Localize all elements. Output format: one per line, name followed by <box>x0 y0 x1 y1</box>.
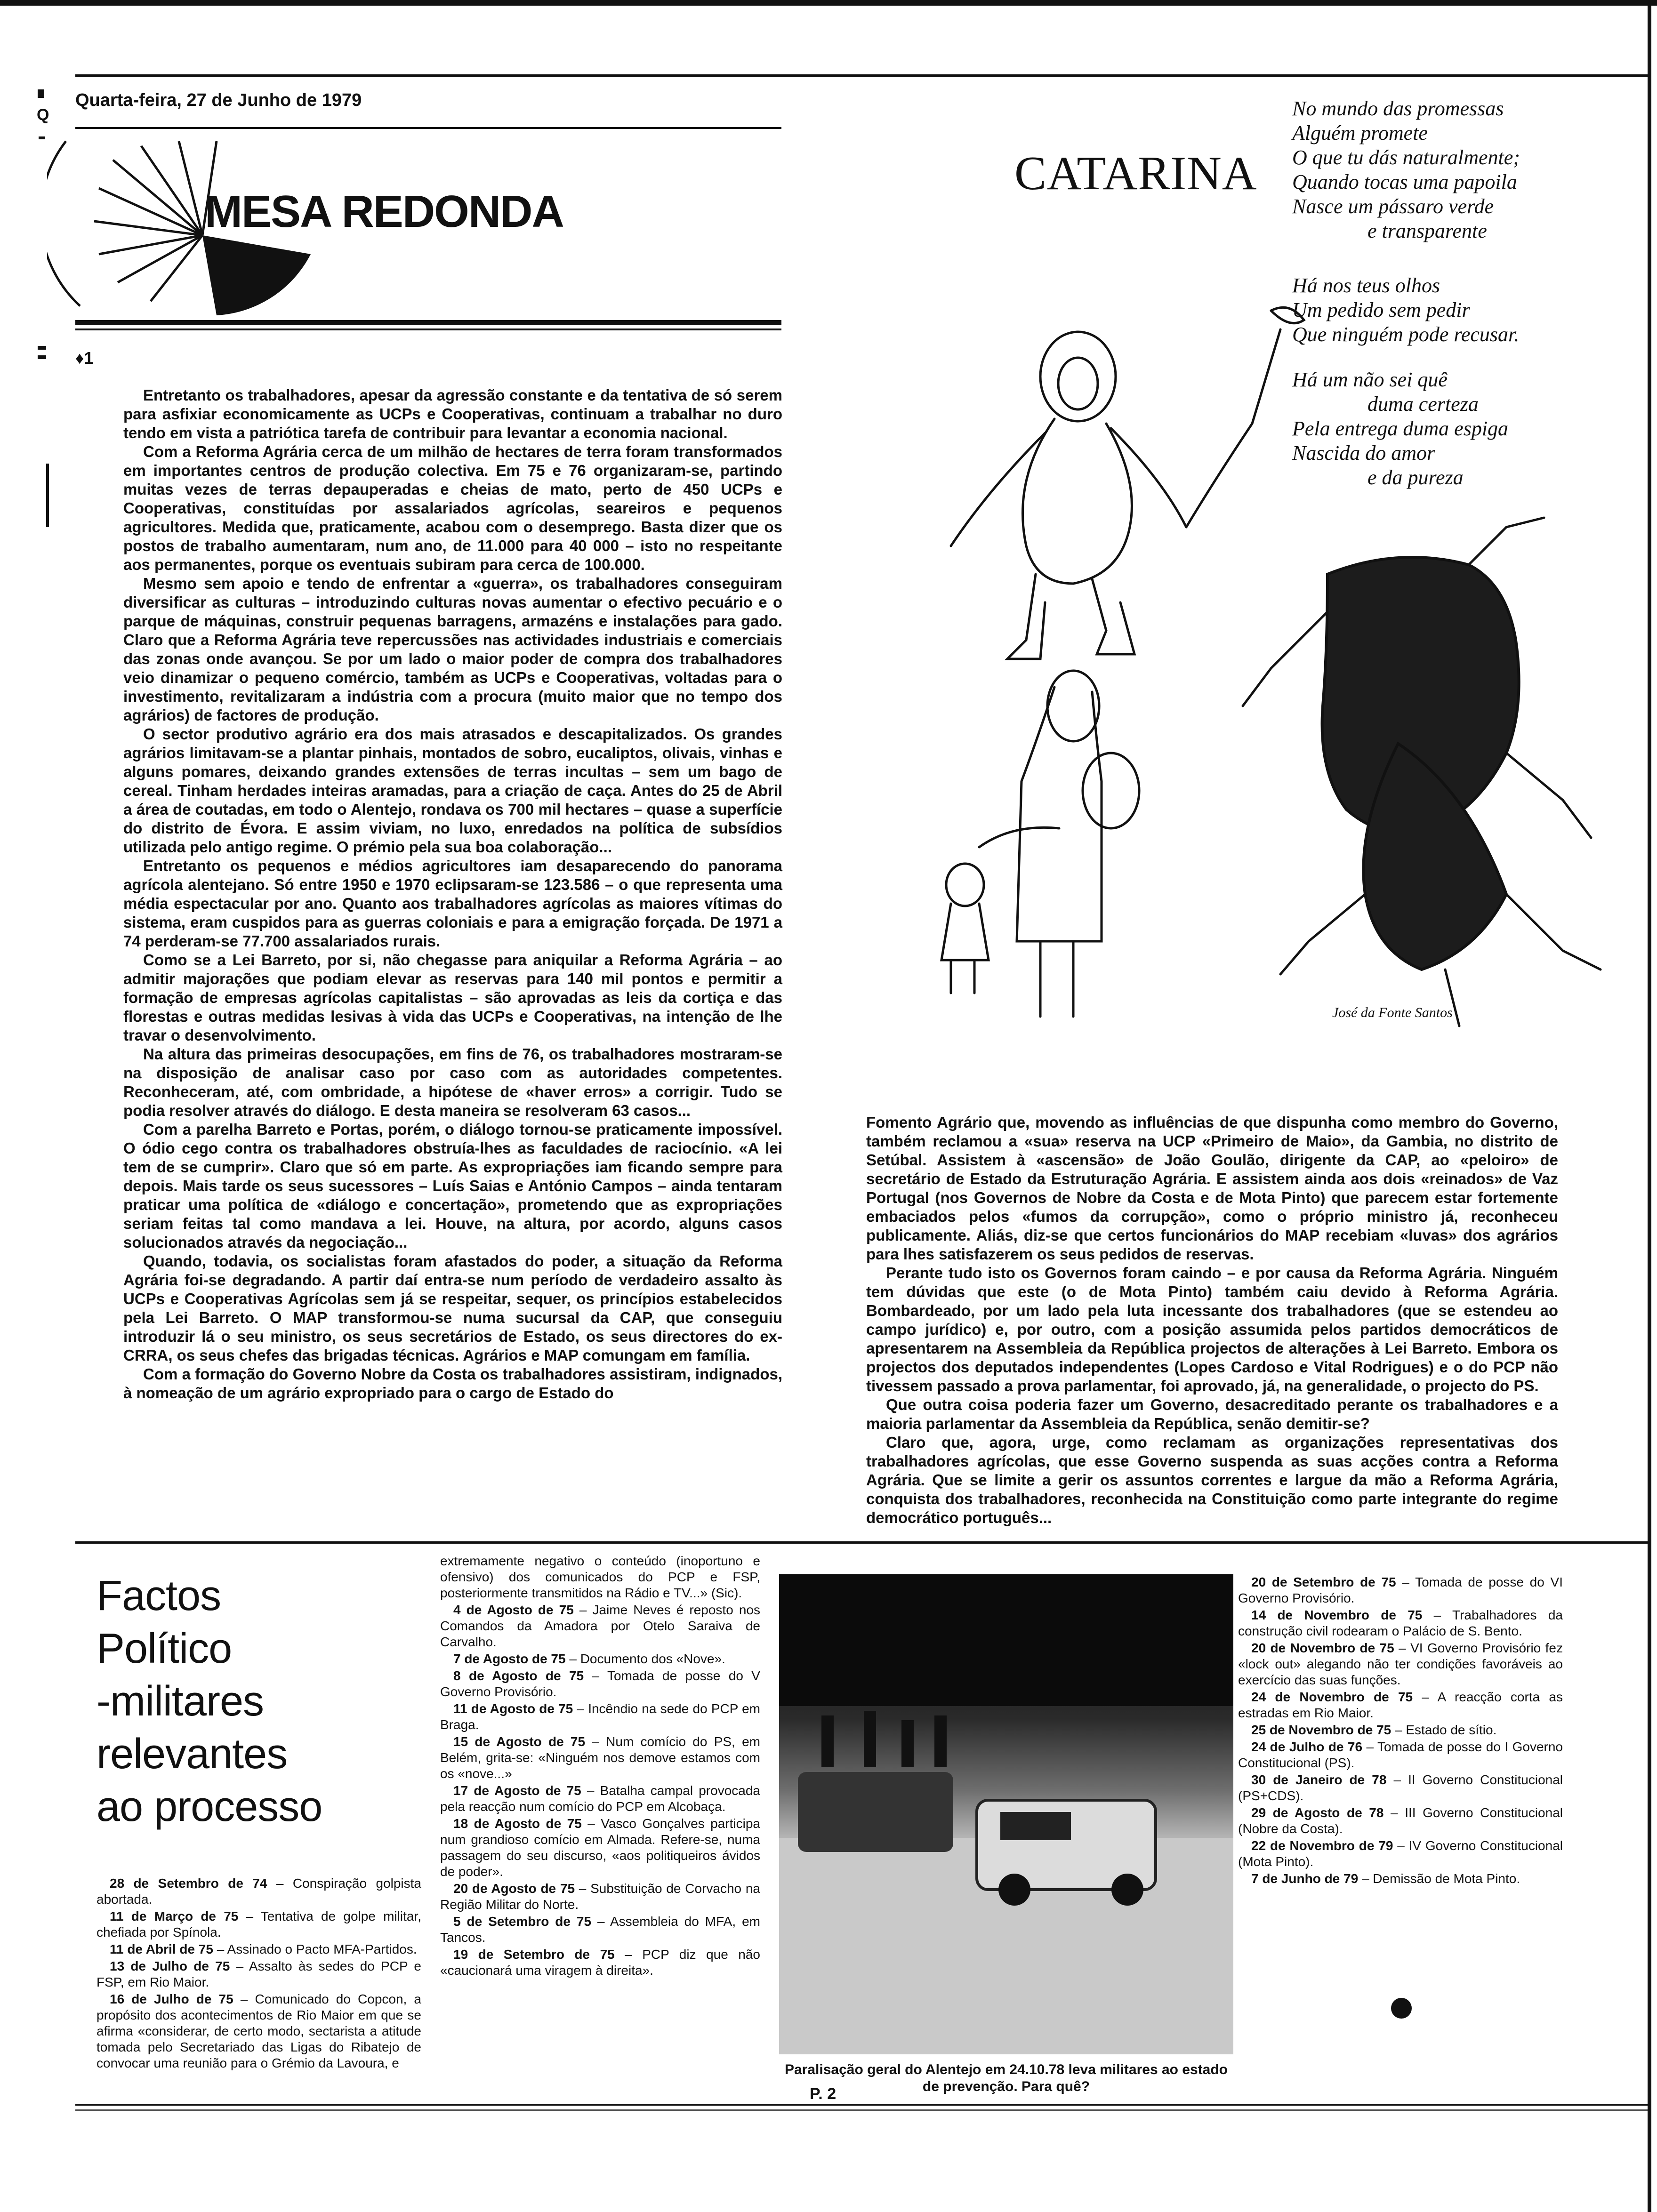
fact-text: – Num comício do PS, em Belém, grita-se: «Ninguém nos demove estamos com os «nove...» <box>440 1734 760 1781</box>
fact-text: – III Governo Constitucional (Nobre da Costa). <box>1238 1805 1563 1836</box>
fact-date: 28 de Setembro de 74 <box>110 1876 267 1891</box>
facts-title-line: Factos <box>97 1572 221 1619</box>
photo-car-window <box>1000 1812 1071 1840</box>
top-border <box>0 0 1657 6</box>
figure-horses <box>1322 557 1519 970</box>
fact-entry <box>1238 1805 1563 1837</box>
fact-date: 13 de Julho de 75 <box>110 1959 230 1973</box>
poem-line: No mundo das promessas <box>1292 97 1504 120</box>
fact-entry <box>1238 1838 1563 1870</box>
fact-date: 4 de Agosto de 75 <box>453 1603 574 1617</box>
fact-text: – Batalha campal provocada pela reacção num comício do PCP em Alcobaça. <box>440 1783 760 1814</box>
poem-line: Pela entrega duma espiga <box>1292 417 1509 440</box>
fact-entry <box>1238 1871 1563 1887</box>
article-paragraph: Com a Reforma Agrária cerca de um milhão de hectares de terra foram transformados em importantes centros de produção colectiva. Em 75 e 76 organizaram-se, partindo muitas vezes de terras depauperadas e cheias de mato, perto de 450 UCPs e Cooperativas, constituídas por assalariados agrícolas, seareiros e pequenos agricultores. Medida que, praticamente, acabou com o desemprego. Basta dizer que os postos de trabalho aumentaram, num ano, de 11.000 para 40 000 – isto no respeitante aos permanentes, porque os eventuais subiram para cerca de 100.000. <box>123 443 782 573</box>
article-paragraph: Mesmo sem apoio e tendo de enfrentar a «guerra», os trabalhadores conseguiram diversificar as culturas – introduzindo culturas novas aumentar o efectivo pecuário e o parque de máquinas, construir pequenas barragens, armazéns e instalações para gado. Claro que a Reforma Agrária teve repercussões nas actividades industriais e comerciais das zonas onde avançou. Se por um lado o maior poder de compra dos trabalhadores veio dinamizar o pequeno comércio, também as UCPs e Cooperativas, voltadas para o investimento, revitalizaram a indústria com a procura (muito maior que no tempo dos agrários) de factores de produção. <box>123 575 782 724</box>
fact-entry <box>1238 1689 1563 1721</box>
fact-date: 7 de Agosto de 75 <box>453 1651 566 1666</box>
facts-title-line: Político <box>97 1625 232 1672</box>
margin-mark <box>39 136 45 139</box>
article-paragraph: O sector produtivo agrário era dos mais atrasados e descapitalizados. Os grandes agrários limitavam-se a plantar pinhais, montados de sobro, eucaliptos, olivais, vinhas e alguns pomares, deixando grandes extensões de terras incultas – sem um bago de cereal. Tinham herdades inteiras aramadas, para a criação de caça. Antes do 25 de Abril a área de coutadas, em todo o Alentejo, rondava os 700 mil hectares – quase a superfície do distrito de Évora. E assim viviam, no luxo, enredados na política de subsídios utilizada pelo antigo regime. O prémio pela sua boa colaboração... <box>123 725 782 856</box>
article-paragraph: Com a parelha Barreto e Portas, porém, o diálogo tornou-se praticamente impossível. O ódio cego contra os trabalhadores obstruía-lhes as faculdades de raciocínio. «A lei tem de se cumprir». Claro que só em parte. As expropriações iam ficando sempre para depois. Mais tarde os seus sucessores – Luís Saias e António Campos – ainda tentaram praticar uma política de «diálogo e concertação», prometendo que as expropriações seriam feitas tal como mandava a lei. Houve, na altura, por acordo, alguns casos solucionados através da negociação... <box>123 1121 782 1251</box>
poem-line: e da pureza <box>1367 466 1464 489</box>
fact-date: 5 de Setembro de 75 <box>453 1914 592 1929</box>
fact-entry <box>440 1783 760 1815</box>
right-border <box>1648 0 1651 2212</box>
section-rule <box>75 329 781 330</box>
poem-title: CATARINA <box>1014 147 1257 200</box>
fact-entry <box>1238 1722 1563 1738</box>
masthead-rule <box>75 74 1648 77</box>
article-paragraph: Perante tudo isto os Governos foram caindo – e por causa da Reforma Agrária. Ninguém tem dúvidas que este (o de Mota Pinto) também caiu devido à Reforma Agrária. Bombardeado, por um lado pela luta incessante dos trabalhadores (que se estendeu ao campo jurídico) e, por outro, com a posição assumida pelos partidos democráticos de apresentarem na Assembleia da República projectos de alterações à Lei Barreto. Embora os projectos dos deputados independentes (Lopes Cardoso e Vital Rodrigues) e o do PCP não tivessem passado a prova parlamentar, foi aprovado, já, na generalidade, o projecto do PS. <box>866 1264 1558 1395</box>
fact-date: 16 de Julho de 75 <box>110 1992 233 2006</box>
fact-date: 7 de Junho de 79 <box>1251 1871 1359 1886</box>
fact-entry <box>440 1914 760 1946</box>
logo-rays <box>94 141 217 301</box>
section-rule <box>75 320 781 325</box>
facts-title-line: relevantes <box>97 1731 288 1778</box>
fact-entry <box>440 1701 760 1733</box>
fact-text: – Tomada de posse do VI Governo Provisório. <box>1238 1575 1563 1605</box>
fact-text: – Comunicado do Copcon, a propósito dos acontecimentos de Rio Maior em que se afirma «considerar, de certo modo, sectarista a atitude tomada pelo Secretariado das Ligas do Ribatejo de convocar uma reunião para o Grémio da Lavoura, e <box>97 1992 421 2070</box>
fact-date: 11 de Agosto de 75 <box>453 1701 573 1716</box>
fact-text: – Tentativa de golpe militar, chefiada por Spínola. <box>97 1909 421 1940</box>
article-paragraph: Fomento Agrário que, movendo as influências de que dispunha como membro do Governo, também reclamou a «sua» reserva na UCP «Primeiro de Maio», da Gambia, no distrito de Setúbal. Assistem à «ascensão» de João Goulão, dirigente da CAP, ao «peloiro» de secretário de Estado da Estruturação Agrária. E assistem ainda aos dois «reinados» de Vaz Portugal (nos Governos de Nobre da Costa e de Mota Pinto) que parecem estar fortemente embaciados pelos «fumos da corrupção», como o próprio ministro já, reconheceu publicamente. Aliás, diz-se que certos funcionários do MAP recebiam «luvas» dos agrários para lhes satisfazerem os seus pedidos de reservas. <box>866 1114 1558 1263</box>
photo-armored-vehicle <box>798 1772 953 1852</box>
article-paragraph: Claro que, agora, urge, como reclamam as organizações representativas dos trabalhadores agrícolas, que esse Governo suspenda as suas acções contra a Reforma Agrária. Que se limite a gerir os assuntos correntes e largue da mão a Reforma Agrária, conquista dos trabalhadores, reconhecida na Constituição como parte integrante do regime democrático português... <box>866 1434 1558 1526</box>
fact-text: – Demissão de Mota Pinto. <box>1358 1871 1520 1886</box>
poem-line: Nasce um pássaro verde <box>1292 195 1494 218</box>
facts-column-1 <box>97 1875 421 2072</box>
poem-line: Quando tocas uma papoila <box>1292 170 1517 193</box>
illustration-signature: José da Fonte Santos <box>1332 1005 1453 1020</box>
footer-rule <box>75 2104 1648 2106</box>
fact-entry <box>440 1651 760 1667</box>
fact-entry <box>440 1947 760 1979</box>
margin-mark <box>46 464 49 527</box>
fact-text: – Tomada de posse do V Governo Provisório. <box>440 1668 760 1699</box>
article-paragraph: Com a formação do Governo Nobre da Costa os trabalhadores assistiram, indignados, à nomeação de um agrário expropriado para o cargo de Estado do <box>123 1365 782 1402</box>
fact-date: 20 de Setembro de 75 <box>1251 1575 1396 1589</box>
article-paragraph: Que outra coisa poderia fazer um Governo, desacreditado perante os trabalhadores e a maioria parlamentar da Assembleia da República, senão demitir-se? <box>866 1396 1558 1432</box>
fact-text: – Vasco Gonçalves participa num grandioso comício em Almada. Refere-se, numa passagem do seu discurso, «aos politiqueiros ávidos de poder». <box>440 1816 760 1879</box>
section-number: ♦1 <box>75 348 94 368</box>
facts-title <box>97 1570 322 1833</box>
figure-mother <box>979 671 1139 1017</box>
fact-text: – Assinado o Pacto MFA-Partidos. <box>213 1942 417 1956</box>
fact-date: 22 de Novembro de 79 <box>1251 1838 1393 1853</box>
fact-text: – Incêndio na sede do PCP em Braga. <box>440 1701 760 1732</box>
fact-text: – VI Governo Provisório fez «lock out» alegando não ter condições favoráveis ao exercício das suas funções. <box>1238 1641 1563 1687</box>
poem-line: duma certeza <box>1367 393 1479 416</box>
fact-entry <box>1238 1574 1563 1606</box>
fact-date: 30 de Janeiro de 78 <box>1251 1772 1387 1787</box>
fact-date: 20 de Agosto de 75 <box>453 1881 575 1896</box>
article-paragraph: Como se a Lei Barreto, por si, não chegasse para aniquilar a Reforma Agrária – ao admitir majorações que podiam elevar as reservas para 140 mil pontos e permitir a formação de empresas agrícolas capitalistas – são aprovadas as leis da cortiça e das florestas e outras medidas lesivas à vida das UCPs e Cooperativas, na intenção de lhe travar o desenvolvimento. <box>123 951 782 1044</box>
fact-date: 11 de Março de 75 <box>110 1909 239 1923</box>
fact-date: 24 de Julho de 76 <box>1251 1739 1363 1754</box>
fact-date: 8 de Agosto de 75 <box>453 1668 584 1683</box>
fact-date: 14 de Novembro de 75 <box>1251 1608 1423 1622</box>
fact-entry <box>440 1816 760 1880</box>
fact-date: 18 de Agosto de 75 <box>453 1816 582 1831</box>
fact-date: 29 de Agosto de 78 <box>1251 1805 1384 1820</box>
issue-date: Quarta-feira, 27 de Junho de 1979 <box>75 90 362 110</box>
fact-entry <box>1238 1739 1563 1771</box>
logo-mark: DL <box>235 169 256 187</box>
poem-line: Um pedido sem pedir <box>1292 298 1470 321</box>
side-mark: Q <box>37 106 49 124</box>
poem-line: Há nos teus olhos <box>1292 274 1440 297</box>
fact-entry <box>97 1908 421 1940</box>
fact-entry <box>97 1958 421 1990</box>
facts-column-2 <box>440 1553 760 1980</box>
photo-wheel <box>1111 1874 1143 1906</box>
figure-dancer <box>951 307 1304 659</box>
section-number-value: 1 <box>84 348 94 368</box>
fact-text: – II Governo Constitucional (PS+CDS). <box>1238 1772 1563 1803</box>
fact-entry <box>1238 1607 1563 1639</box>
article-paragraph: Na altura das primeiras desocupações, em fins de 76, os trabalhadores mostraram-se na disposição de analisar caso por caso com as autoridades competentes. Reconheceram, até, com ombridade, a hipótese de «haver erros» a corrigir. Tudo se podia resolver através do diálogo. E desta maneira se resolveram 63 casos... <box>123 1045 782 1119</box>
section-title: MESA REDONDA <box>205 186 563 237</box>
fact-date: 15 de Agosto de 75 <box>453 1734 586 1749</box>
facts-top-rule <box>75 1541 1648 1544</box>
logo-wedge <box>202 235 311 315</box>
margin-mark <box>38 89 44 98</box>
fact-date: 25 de Novembro de 75 <box>1251 1723 1392 1737</box>
photo-sky <box>779 1574 1233 1706</box>
fact-text: – Assembleia do MFA, em Tancos. <box>440 1914 760 1945</box>
fact-entry <box>440 1668 760 1700</box>
page-number: P. 2 <box>810 2085 837 2103</box>
fact-entry <box>97 1875 421 1907</box>
poem-line: O que tu dás naturalmente; <box>1292 146 1520 169</box>
facts-title-line: -militares <box>97 1678 264 1725</box>
facts-title-line: ao processo <box>97 1783 322 1830</box>
poem-line: Nascida do amor <box>1292 441 1435 465</box>
fact-text: – Trabalhadores da construção civil rodearam o Palácio de S. Bento. <box>1238 1608 1563 1638</box>
fact-text: – IV Governo Constitucional (Mota Pinto). <box>1238 1838 1563 1869</box>
photo-wheel <box>998 1874 1030 1906</box>
article-right-column <box>866 1113 1558 1527</box>
fact-text: – Substituição de Corvacho na Região Militar do Norte. <box>440 1881 760 1912</box>
fact-continuation: extremamente negativo o conteúdo (inoportuno e ofensivo) dos comunicados do PCP e FSP, posteriormente transmitidos na Rádio e TV...» (Sic). <box>440 1554 760 1600</box>
facts-column-3 <box>1238 1574 1563 1888</box>
fact-date: 19 de Setembro de 75 <box>453 1947 615 1962</box>
poem-line: Que ninguém pode recusar. <box>1292 323 1520 346</box>
poem-line: Alguém promete <box>1292 121 1428 144</box>
fact-text: – PCP diz que não «caucionará uma viragem à direita». <box>440 1947 760 1978</box>
fact-entry <box>440 1881 760 1913</box>
fact-text: – Estado de sítio. <box>1391 1723 1497 1737</box>
footer-rule <box>75 2109 1648 2111</box>
fact-entry <box>1238 1640 1563 1688</box>
fact-entry <box>97 1991 421 2071</box>
fact-text: – Conspiração golpista abortada. <box>97 1876 422 1907</box>
photo-caption: Paralisação geral do Alentejo em 24.10.78 leva militares ao estado de prevenção. Para quê? <box>784 2062 1228 2094</box>
fact-entry <box>440 1734 760 1782</box>
fact-entry <box>1238 1772 1563 1804</box>
fact-entry <box>440 1602 760 1650</box>
logo-arc <box>47 141 80 306</box>
figure-child <box>941 864 989 993</box>
fact-text: – A reacção corta as estradas em Rio Maior. <box>1238 1690 1563 1720</box>
fact-date: 17 de Agosto de 75 <box>453 1783 581 1798</box>
photo-soldiers <box>821 1711 947 1767</box>
margin-mark <box>38 346 46 350</box>
fact-text: – Tomada de posse do I Governo Constitucional (PS). <box>1238 1739 1563 1770</box>
poem-line: Há um não sei quê <box>1292 368 1448 391</box>
bullet-dot <box>1391 1998 1412 2019</box>
fact-date: 20 de Novembro de 75 <box>1251 1641 1394 1655</box>
photo-illustration <box>779 1574 1233 2054</box>
illustration <box>857 282 1648 1059</box>
poem-line: e transparente <box>1367 219 1487 242</box>
fact-text: – Documento dos «Nove». <box>565 1651 725 1666</box>
fact-entry <box>97 1941 421 1957</box>
article-paragraph: Quando, todavia, os socialistas foram afastados do poder, a situação da Reforma Agrária foi-se degradando. A partir daí entra-se num período de verdadeiro assalto às UCPs e Cooperativas Agrícolas sem já se respeitar, sequer, os princípios estabelecidos pela Lei Barreto. O MAP transformou-se numa sucursal da CAP, que conseguiu introduzir lá o seu ministro, os seus secretários de Estado, os seus directores do ex-CRRA, os seus chefes das brigadas técnicas. Agrários e MAP comungam em família. <box>123 1252 782 1364</box>
fact-date: 11 de Abril de 75 <box>110 1942 213 1956</box>
fact-date: 24 de Novembro de 75 <box>1251 1690 1413 1704</box>
article-left-column <box>123 386 782 1403</box>
fact-text: – Assalto às sedes do PCP e FSP, em Rio Maior. <box>97 1959 421 1989</box>
article-paragraph: Entretanto os trabalhadores, apesar da agressão constante e da tentativa de só serem para asfixiar economicamente as UCPs e Cooperativas, continuam a trabalhar no duro tendo em vista a patriótica tarefa de contribuir para levantar a economia nacional. <box>123 386 782 441</box>
margin-mark <box>38 355 46 359</box>
article-paragraph: Entretanto os pequenos e médios agricultores iam desaparecendo do panorama agrícola alentejano. Só entre 1950 e 1970 eclipsaram-se 123.586 – o que representa uma média espectacular por ano. Quanto aos trabalhadores agrícolas as maiores vítimas do sistema, eram cuspidos para as guerras coloniais e para a emigração forçada. De 1971 a 74 perderam-se 77.700 assalariados rurais. <box>123 857 782 950</box>
fact-text: – Jaime Neves é reposto nos Comandos da Amadora por Otelo Saraiva de Carvalho. <box>440 1603 760 1649</box>
photo-military-vehicles <box>779 1574 1233 2054</box>
